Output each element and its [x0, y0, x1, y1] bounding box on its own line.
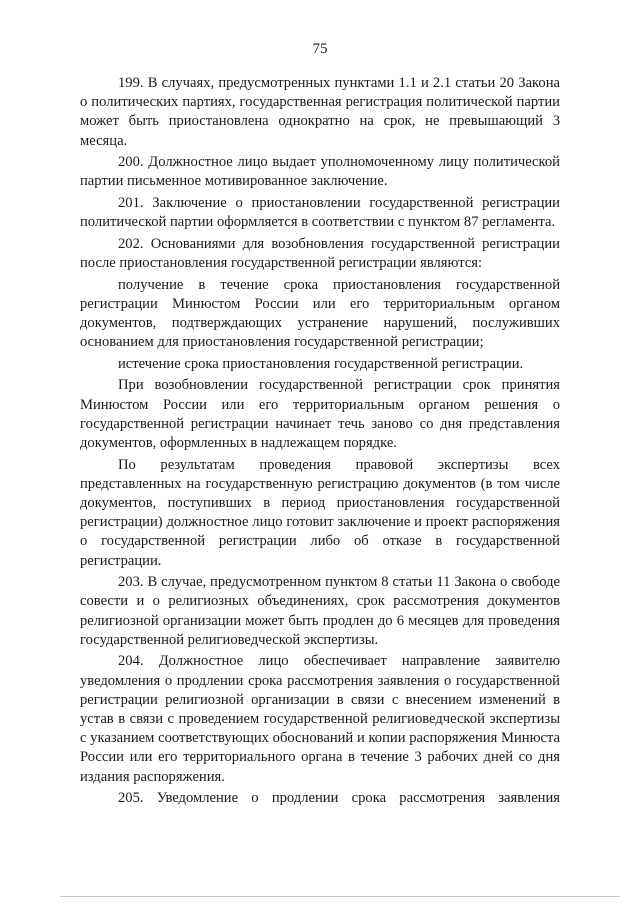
paragraph-202-item-1: получение в течение срока приостановления государственной регистрации Минюстом России или его территориальным органом документов, подтверждающих устранение нарушений, послуживших основанием для приостановления государственной регистрации; [80, 276, 560, 351]
paragraph-202-item-2: истечение срока приостановления государственной регистрации. [118, 355, 524, 372]
paragraph-203: 203. В случае, предусмотренном пунктом 8 статьи 11 Закона о свободе совести и о религиозных объединениях, срок рассмотрения документов религиозной организации может быть продлен до 6 месяцев для проведения государственной религиоведческой экспертизы. [80, 574, 560, 648]
page-bottom-edge [60, 896, 620, 897]
paragraph-200: 200. Должностное лицо выдает уполномоченному лицу политической партии письменное мотивированное заключение. [80, 154, 560, 190]
paragraph-resumption: При возобновлении государственной регистрации срок принятия Минюстом России или его территориальным органом решения о государственной регистрации начинает течь заново со дня представления документов, оформленных в надлежащем порядке. [80, 377, 560, 451]
page-number: 75 [312, 41, 328, 57]
paragraph-205: 205. Уведомление о продлении срока рассмотрения заявления [118, 790, 560, 807]
document-body [80, 74, 560, 811]
paragraph-201: 201. Заключение о приостановлении государственной регистрации политической партии оформляется в соответствии с пунктом 87 регламента. [80, 195, 560, 231]
paragraph-legal-review: По результатам проведения правовой экспертизы всех представленных на государственную регистрацию документов (в том числе документов, поступивших в период приостановления государственной регистрации) должностное лицо готовит заключение и проект распоряжения о государственной регистрации либо об отказе в государственной регистрации. [80, 456, 560, 569]
paragraph-199: 199. В случаях, предусмотренных пунктами 1.1 и 2.1 статьи 20 Закона о политических партиях, государственная регистрация политической партии может быть приостановлена однократно на срок, не превышающий 3 месяца. [80, 75, 560, 149]
paragraph-202: 202. Основаниями для возобновления государственной регистрации после приостановления государственной регистрации являются: [80, 235, 560, 271]
paragraph-204: 204. Должностное лицо обеспечивает направление заявителю уведомления о продлении срока рассмотрения заявления о государственной регистрации религиозной организации в связи с внесением изменений в устав в связи с проведением государственной религиоведческой экспертизы с указанием соответствующих обоснований и копии распоряжения Минюста России или его территориального органа в течение 3 рабочих дней со дня издания распоряжения. [80, 653, 560, 785]
